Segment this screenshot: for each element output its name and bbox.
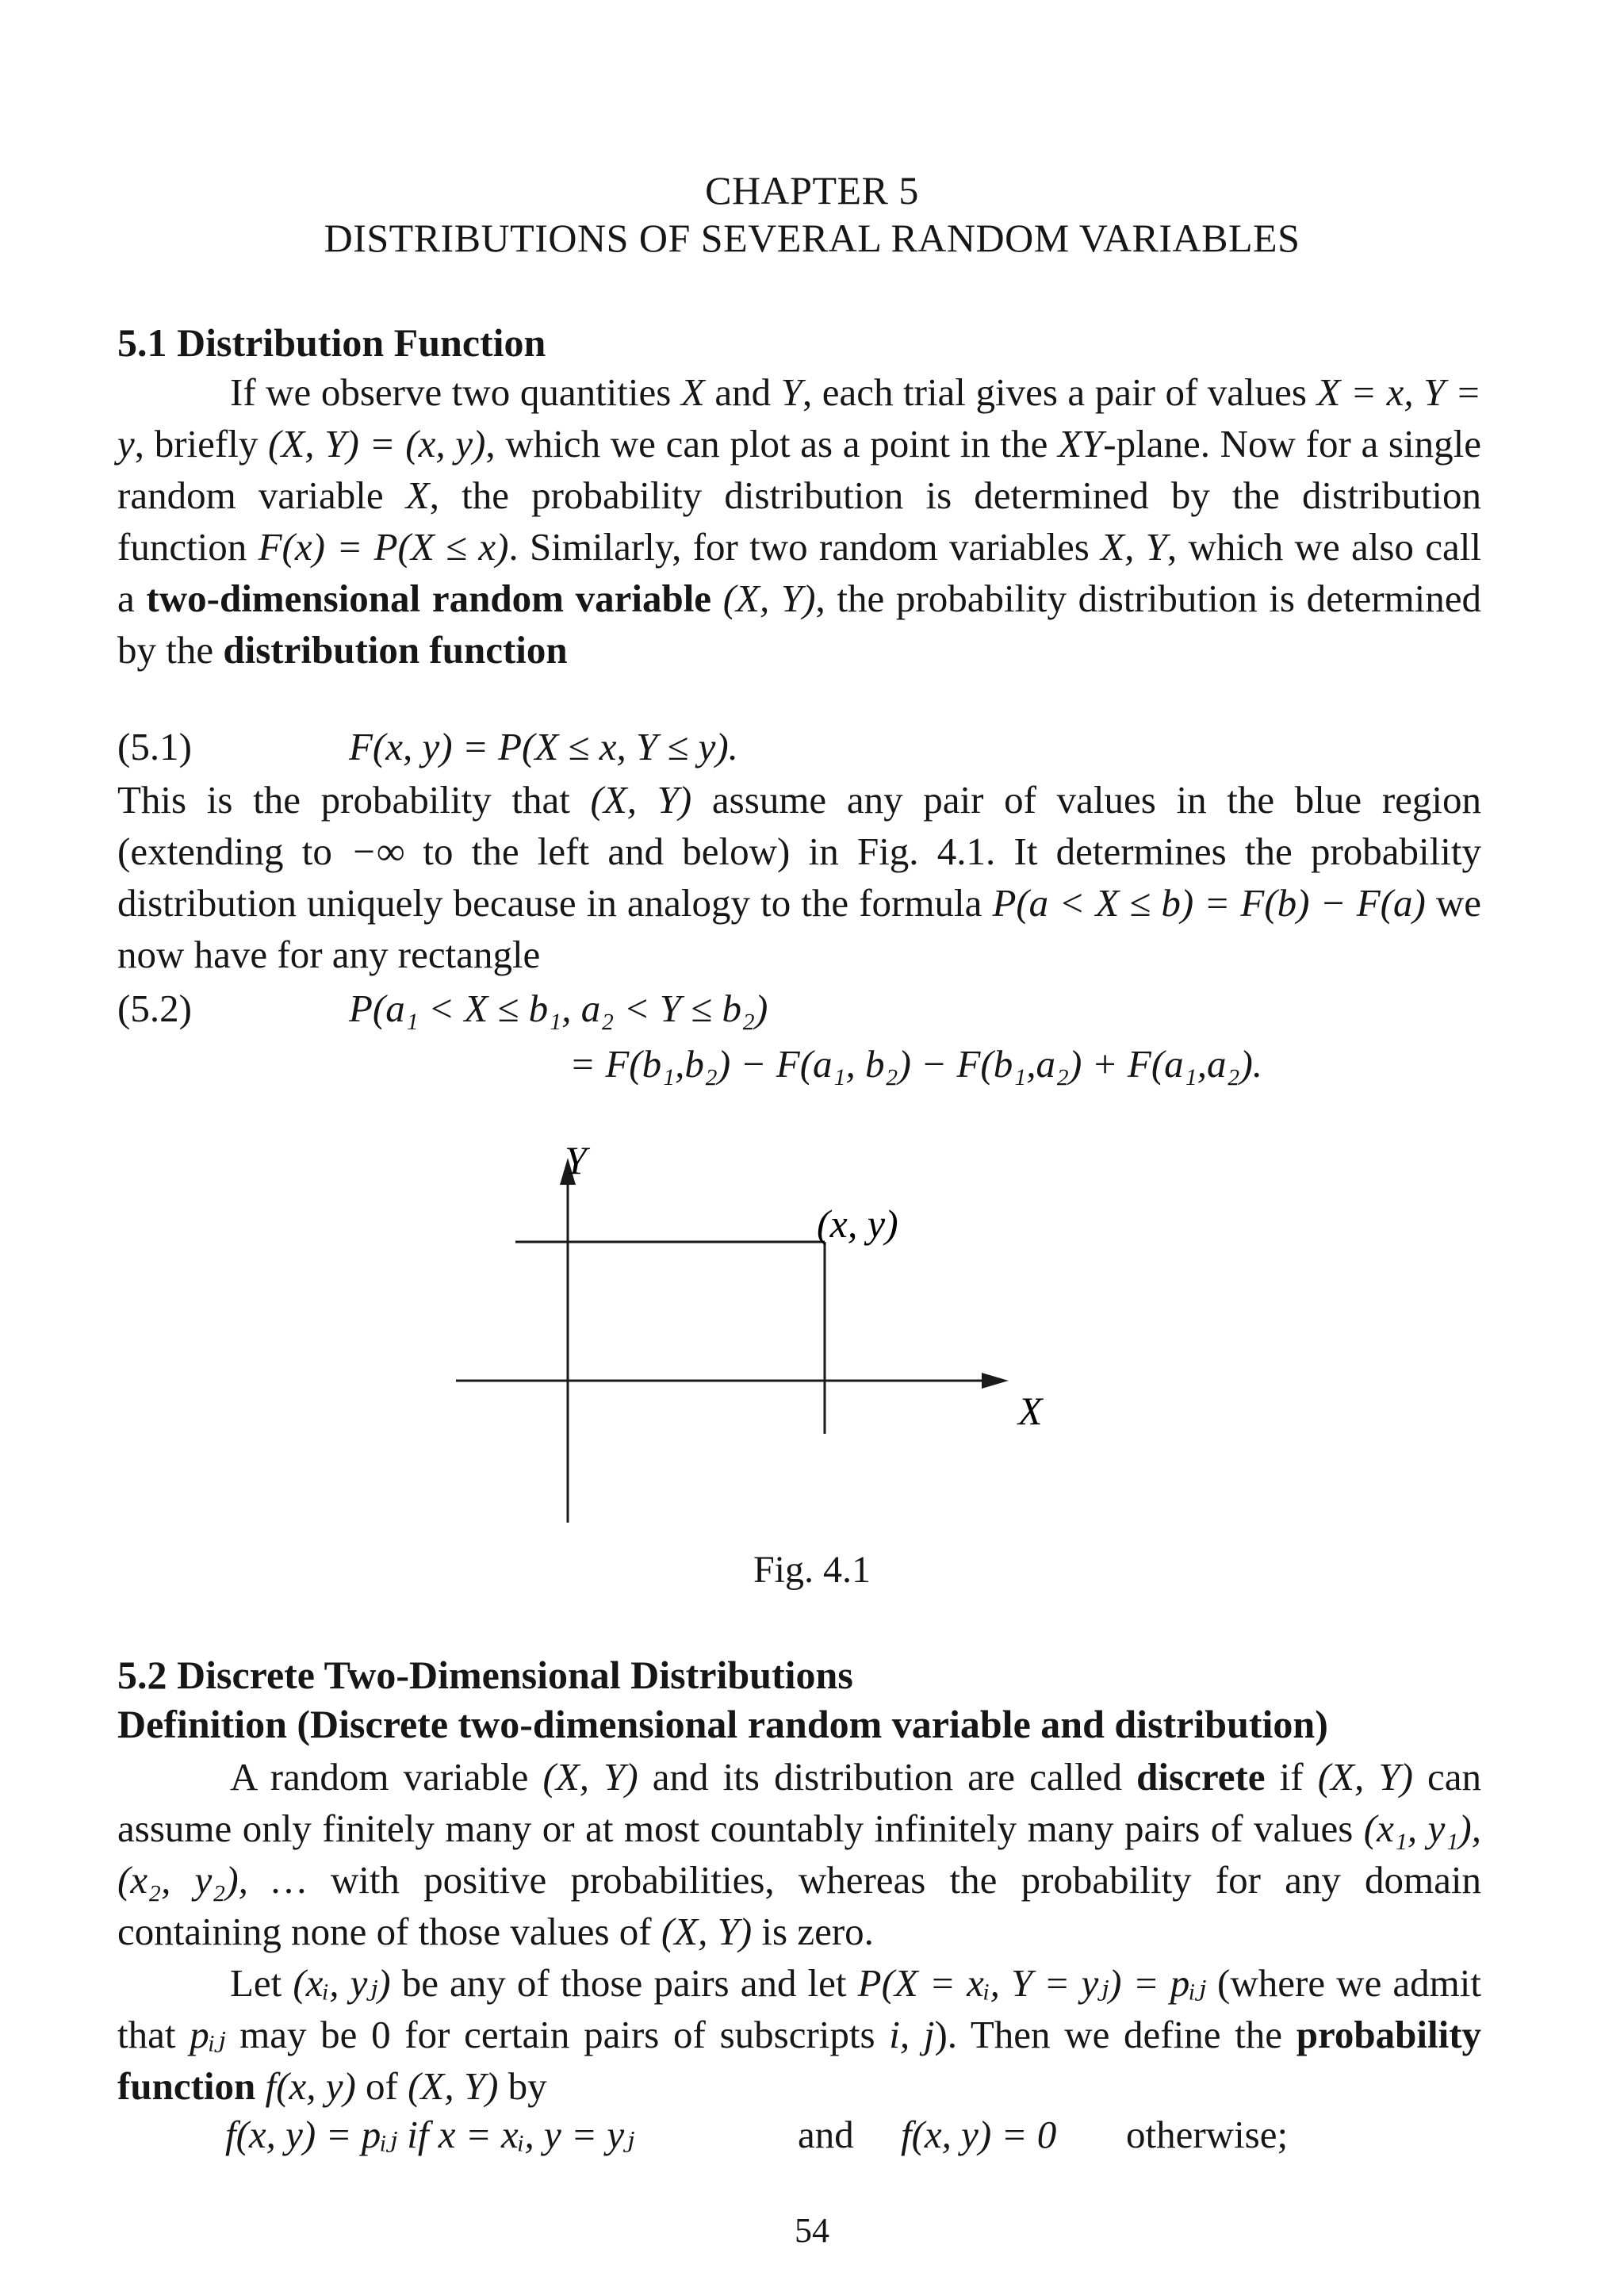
section-heading-5-1: 5.1 Distribution Function (117, 320, 546, 365)
section-5-2-paragraph-2: Let (xᵢ, yⱼ) be any of those pairs and let P(X = xᵢ, Y = yⱼ) = pᵢⱼ (where we admit that pᵢⱼ may be 0 for certain pairs of subscripts i, j). Then we define the probability function f(x, y) of (X, Y) by (117, 1961, 1482, 2108)
equation-5-2-line-1: P(a₁ < X ≤ b₁, a₂ < Y ≤ b₂) (349, 987, 768, 1030)
chapter-title: DISTRIBUTIONS OF SEVERAL RANDOM VARIABLES (324, 216, 1300, 260)
figure-4-1-diagram (0, 1110, 1624, 1586)
probability-function-equation-part-1: f(x, y) = pᵢⱼ if x = xᵢ, y = yⱼ (225, 2113, 635, 2156)
probability-function-equation-and: and (798, 2113, 854, 2156)
term-probability-function: probability function (117, 2013, 1482, 2108)
term-discrete: discrete (1136, 1755, 1266, 1799)
term-two-dimensional-random-variable: two-dimensional random variable (146, 577, 712, 620)
section-heading-5-2: 5.2 Discrete Two-Dimensional Distributions (117, 1653, 853, 1697)
section-5-2-paragraph-1: A random variable (X, Y) and its distribution are called discrete if (X, Y) can assume only finitely many or at most countably infinitely many pairs of values (x₁, y₁), (x₂, y₂), … with positive probabilities, whereas the probability for any domain containing none of those values of (X, Y) is zero. (117, 1755, 1482, 1953)
y-axis-label: Y (565, 1138, 587, 1182)
section-5-1-paragraph-1: If we observe two quantities X and Y, each trial gives a pair of values X = x, Y = y, briefly (X, Y) = (x, y), which we can plot as a point in the XY-plane. Now for a single random variable X, the probability distribution is determined by the distribution function F(x) = P(X ≤ x). Similarly, for two random variables X, Y, which we also call a two-dimensional random variable (X, Y), the probability distribution is determined by the distribution function (117, 370, 1482, 672)
chapter-label: CHAPTER 5 (705, 168, 919, 213)
equation-5-1: F(x, y) = P(X ≤ x, Y ≤ y). (349, 725, 738, 768)
x-axis-arrow-icon (982, 1373, 1009, 1389)
definition-heading: Definition (Discrete two-dimensional random variable and distribution) (117, 1702, 1328, 1746)
figure-caption: Fig. 4.1 (753, 1549, 871, 1591)
section-5-1-paragraph-2: This is the probability that (X, Y) assume any pair of values in the blue region (extending to −∞ to the left and below) in Fig. 4.1. It determines the probability distribution uniquely because in analogy to the formula P(a < X ≤ b) = F(b) − F(a) we now have for any rectangle (117, 778, 1481, 976)
equation-5-2-number: (5.2) (117, 987, 192, 1030)
equation-5-1-number: (5.1) (117, 725, 192, 768)
equation-5-2-line-2: = F(b₁,b₂) − F(a₁, b₂) − F(b₁,a₂) + F(a₁,a₂). (569, 1042, 1263, 1086)
page-number: 54 (795, 2211, 829, 2250)
term-distribution-function: distribution function (223, 628, 568, 672)
probability-function-equation-otherwise: otherwise; (1126, 2113, 1289, 2156)
x-axis-label: X (1018, 1389, 1043, 1433)
probability-function-equation-part-2: f(x, y) = 0 (901, 2113, 1057, 2156)
point-label: (x, y) (817, 1201, 898, 1246)
